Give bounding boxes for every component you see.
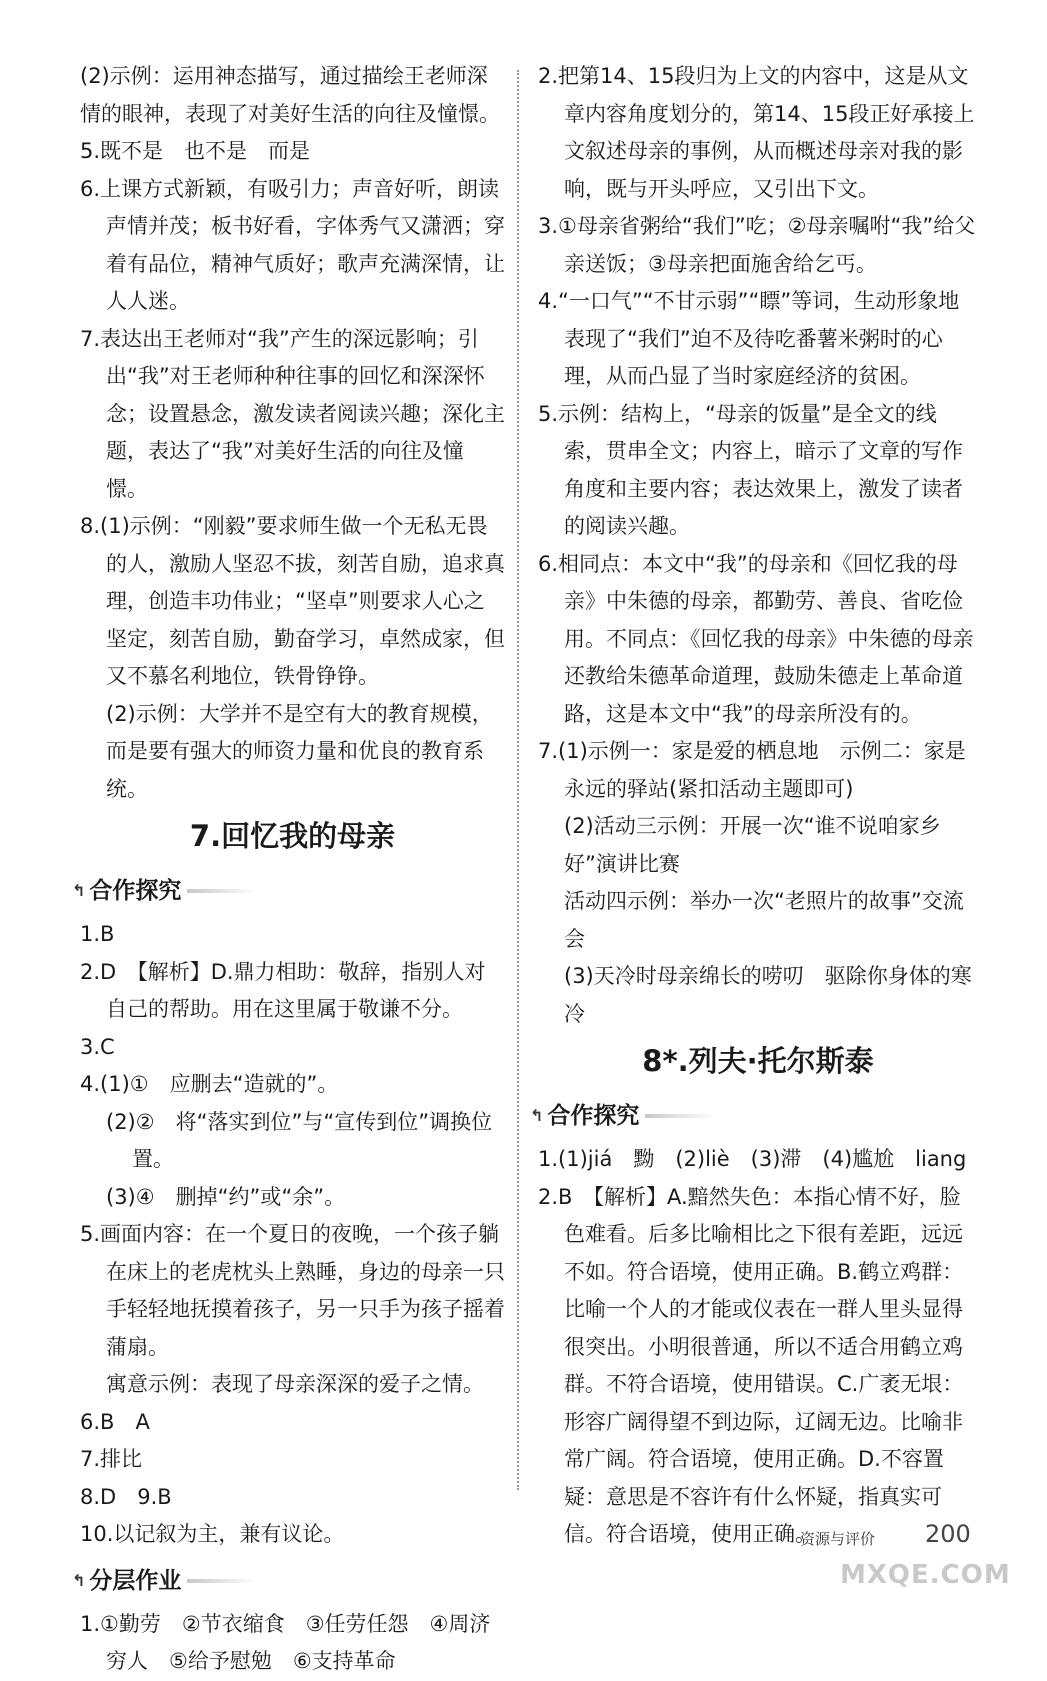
section-title: 分层作业: [89, 1567, 182, 1594]
answer-item: 4.“一口气”“不甘示弱”“瞟”等词，生动形象地表现了“我们”迫不及待吃番薯米粥时的心理，从而凸显了当时家庭经济的贫困。: [538, 289, 960, 388]
chapter-title: 7.回忆我的母亲: [189, 819, 396, 853]
answer-item: 1.①勤劳 ②节衣缩食 ③任劳任怨 ④周济穷人 ⑤给予慰勉 ⑥支持革命: [80, 1611, 491, 1673]
answer-item: 2.B 【解析】A.黯然失色：本指心情不好，脸色难看。后多比喻相比之下很有差距，远远不如。符合语境，使用正确。B.鹤立鸡群：比喻一个人的才能或仪表在一群人里头显得很突出。小明很普通，所以不适合用鹤立鸡群。不符合语境，使用错误。C.广袤无垠：形容广阔得望不到边际，辽阔无边。比喻非常广阔。符合语境，使用正确。D.不容置疑：意思是不容许有什么怀疑，指真实可信。符合语境，使用正确。: [538, 1184, 964, 1546]
answer-item: 2.D 【解析】D.鼎力相助：敬辞，指别人对自己的帮助。用在这里属于敬谦不分。: [80, 959, 486, 1021]
answer-item: 6.相同点：本文中“我”的母亲和《回忆我的母亲》中朱德的母亲，都勤劳、善良、省吃俭用。不同点：《回忆我的母亲》中朱德的母亲还教给朱德革命道理，鼓励朱德走上革命道路，这是本文中“我”的母亲所没有的。: [538, 551, 974, 726]
answer-item: 4.(1)① 应删去“造就的”。: [80, 1072, 339, 1096]
answer-item: (3)④ 删掉“约”或“余”。: [106, 1184, 346, 1209]
page-number: 200: [925, 1520, 971, 1548]
answer-item: 7.排比: [80, 1447, 143, 1471]
answer-item: 7.(1)示例一：家是爱的栖息地 示例二：家是永远的驿站(紧扣活动主题即可): [538, 739, 966, 801]
answer-item: 10.以记叙为主，兼有议论。: [80, 1522, 345, 1546]
answer-item: 1.(1)jiá 黝 (2)liè (3)滞 (4)尴尬 liang: [538, 1147, 967, 1171]
answer-item: (2)示例：运用神态描写，通过描绘王老师深情的眼神，表现了对美好生活的向往及憧憬。: [80, 64, 500, 126]
section-heading: [530, 1093, 978, 1139]
answer-item: (2)② 将“落实到位”与“宣传到位”调换位置。: [106, 1109, 493, 1171]
answer-item: 5.既不是 也不是 而是: [80, 139, 311, 163]
answer-item: 5.示例：结构上，“母亲的饭量”是全文的线索，贯串全文；内容上，暗示了文章的写作角度和主要内容；表达效果上，激发了读者的阅读兴趣。: [538, 401, 963, 538]
answer-item: 6.上课方式新颖，有吸引力；声音好听，朗读声情并茂；板书好看，字体秀气又潇洒；穿着有品位，精神气质好；歌声充满深情，让人人迷。: [80, 176, 505, 313]
section-arrow-icon: ↰: [530, 1106, 544, 1125]
answer-item: 1.B: [80, 922, 115, 946]
answer-item: (2)示例：大学并不是空有大的教育规模，而是要有强大的师资力量和优良的教育系统。: [106, 701, 493, 801]
answer-item: 6.B A: [80, 1409, 150, 1434]
section-underline: [187, 889, 257, 893]
answer-item: (3)天冷时母亲绵长的唠叨 驱除你身体的寒冷: [564, 964, 972, 1026]
right-column: [530, 58, 978, 1554]
section-title: 合作探究: [547, 1103, 640, 1129]
answer-item: 3.C: [80, 1034, 115, 1059]
answer-item: (2)活动三示例：开展一次“谁不说咱家乡好”演讲比赛: [564, 814, 941, 876]
section-arrow-icon: ↰: [72, 881, 86, 900]
answer-item: 3.①母亲省粥给“我们”吃；②母亲嘱咐“我”给父亲送饭；③母亲把面施舍给乞丐。: [538, 214, 976, 276]
left-column: [72, 58, 505, 1681]
answer-item: 寓意示例：表现了母亲深深的爱子之情。: [106, 1372, 484, 1396]
section-arrow-icon: ↰: [72, 1570, 86, 1590]
column-divider: [517, 70, 519, 1490]
answer-item: 8.(1)示例：“刚毅”要求师生做一个无私无畏的人，激励人坚忍不拔，刻苦自励，追求真理，创造丰功伟业；“坚卓”则要求人心之坚定，刻苦自励，勤奋学习，卓然成家，但又不慕名利地位，铁骨铮铮。: [80, 514, 505, 688]
answer-item: 活动四示例：举办一次“老照片的故事”交流会: [564, 889, 964, 951]
section-title: 合作探究: [89, 878, 182, 904]
section-underline: [645, 1114, 715, 1118]
watermark: MXQE.COM: [840, 1560, 1011, 1590]
footer-series: 资源与评价: [800, 1530, 876, 1548]
answer-item: 7.表达出王老师对“我”产生的深远影响；引出“我”对王老师种种往事的回忆和深深怀念；设置悬念，激发读者阅读兴趣；深化主题，表达了“我”对美好生活的向往及憧憬。: [80, 326, 505, 501]
section-underline: [187, 1579, 257, 1583]
chapter-title: 8*.列夫·托尔斯泰: [642, 1044, 874, 1078]
answer-item: 2.把第14、15段归为上文的内容中，这是从文章内容角度划分的，第14、15段正好承接上文叙述母亲的事例，从而概述母亲对我的影响，既与开头呼应，又引出下文。: [538, 64, 975, 201]
answer-item: 5.画面内容：在一个夏日的夜晚，一个孩子躺在床上的老虎枕头上熟睡，身边的母亲一只手轻轻地抚摸着孩子，另一只手为孩子摇着蒲扇。: [80, 1222, 505, 1359]
section-heading: [72, 868, 505, 914]
section-heading: [72, 1558, 505, 1604]
answer-item: 8.D 9.B: [80, 1484, 172, 1509]
